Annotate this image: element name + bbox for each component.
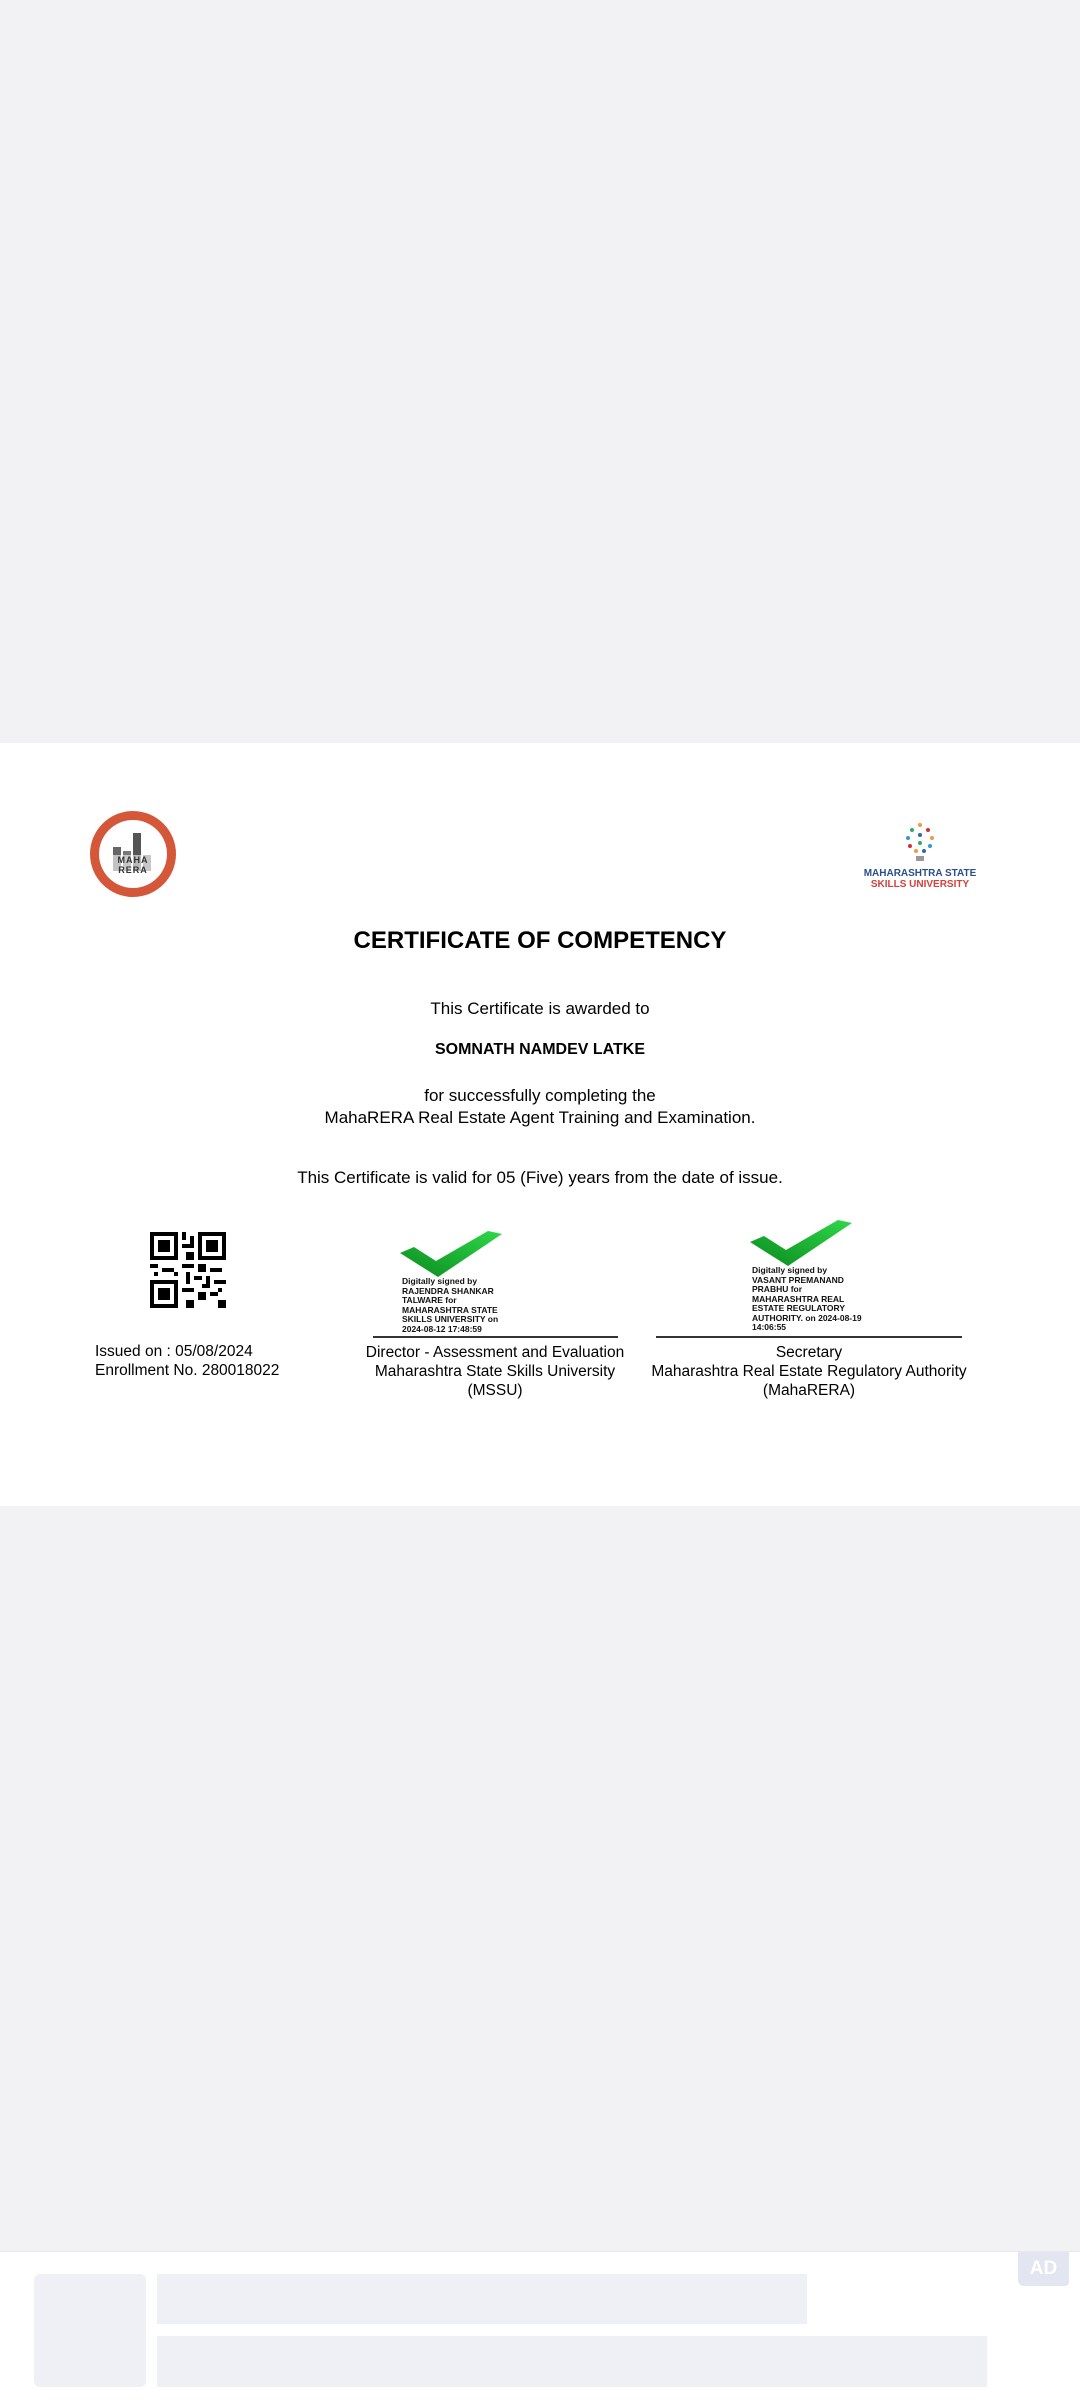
signatory-1-caption: Director - Assessment and Evaluation Maharashtra State Skills University (MSSU) — [365, 1344, 625, 1399]
digital-signature-1: Digitally signed by RAJENDRA SHANKAR TALWARE for MAHARASHTRA STATE SKILLS UNIVERSITY on 2024-08-12 17:48:59 — [402, 1276, 499, 1334]
signature-line-2 — [656, 1336, 962, 1338]
maharera-logo: MAHA RERA — [90, 811, 176, 897]
recipient-name: SOMNATH NAMDEV LATKE — [434, 1041, 646, 1058]
certificate-title: CERTIFICATE OF COMPETENCY — [353, 927, 727, 954]
enrollment-number: Enrollment No. 280018022 — [95, 1362, 280, 1379]
ad-body-placeholder — [157, 2336, 987, 2387]
checkmark-icon — [750, 1220, 852, 1266]
validity-text: This Certificate is valid for 05 (Five) years from the date of issue. — [297, 1168, 783, 1187]
certificate — [0, 743, 1080, 1506]
qr-code — [150, 1232, 226, 1308]
ad-thumbnail — [34, 2274, 146, 2387]
mssu-logo: MAHARASHTRA STATE SKILLS UNIVERSITY — [860, 821, 980, 899]
ad-title-placeholder — [157, 2274, 807, 2324]
ad-banner[interactable] — [0, 2251, 1080, 2408]
digital-signature-2: Digitally signed by VASANT PREMANAND PRABHU for MAHARASHTRA REAL ESTATE REGULATORY AUTHORITY. on 2024-08-19 14:06:55 — [752, 1265, 862, 1332]
signature-line-1 — [373, 1336, 618, 1338]
issued-on: Issued on : 05/08/2024 — [95, 1343, 253, 1360]
completion-text-2: MahaRERA Real Estate Agent Training and Examination. — [324, 1108, 756, 1127]
awarded-to-text: This Certificate is awarded to — [430, 999, 650, 1018]
lightbulb-dots-icon — [900, 821, 940, 863]
checkmark-icon — [400, 1231, 502, 1277]
ad-badge[interactable]: AD — [1018, 2252, 1069, 2286]
signatory-2-caption: Secretary Maharashtra Real Estate Regulatory Authority (MahaRERA) — [651, 1344, 967, 1399]
completion-text-1: for successfully completing the — [424, 1086, 656, 1105]
